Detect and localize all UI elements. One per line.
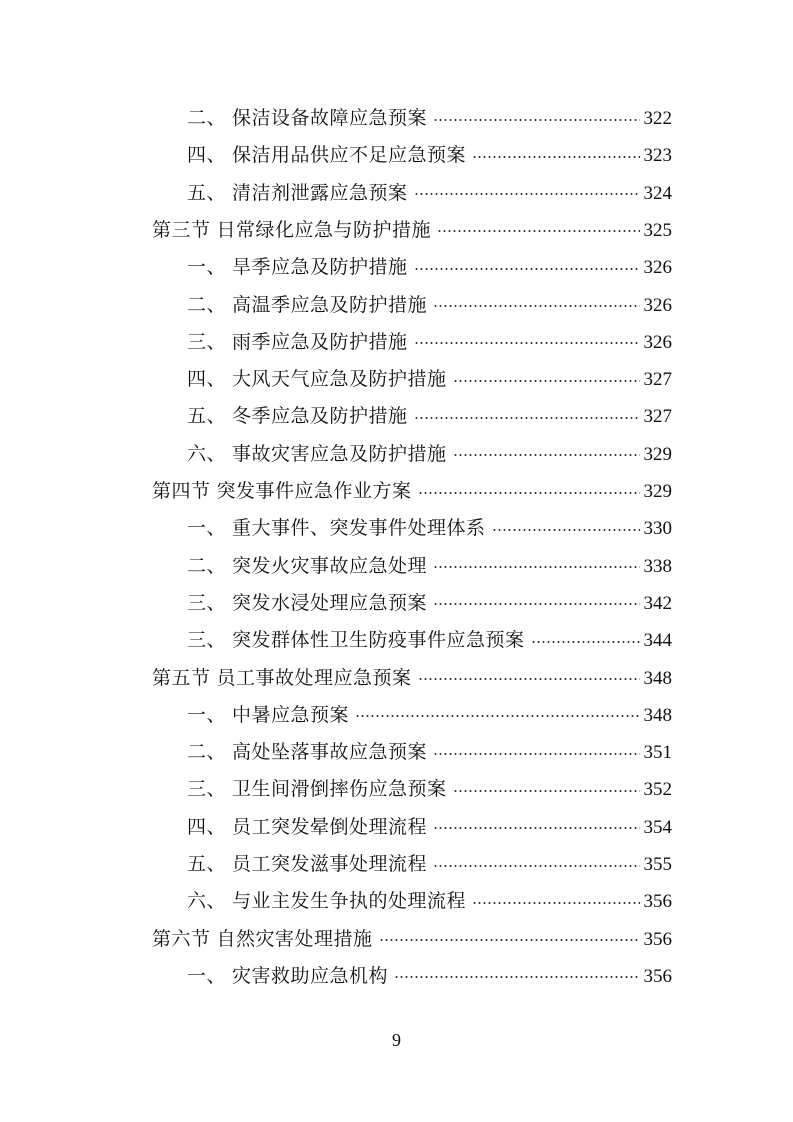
toc-entry-page: 329 <box>643 443 672 465</box>
toc-entry-number: 二、 <box>187 107 227 129</box>
dot-leader <box>433 603 639 605</box>
toc-entry-title <box>187 436 447 473</box>
toc-entry-number: 五、 <box>187 853 227 875</box>
dot-leader <box>394 976 639 978</box>
toc-entry-title <box>187 771 447 808</box>
toc-entry-page: 348 <box>643 704 672 726</box>
toc-entry-text: 事故灾害应急及防护措施 <box>232 442 447 465</box>
toc-entry-page: 354 <box>643 816 672 838</box>
toc-entry-number: 一、 <box>187 703 227 726</box>
toc-entry-page: 322 <box>643 108 672 129</box>
toc-entry-text: 员工突发滋事处理流程 <box>232 853 428 875</box>
toc-entry-page: 351 <box>643 742 672 764</box>
dot-leader <box>414 268 640 270</box>
toc-entry-page: 323 <box>643 145 672 167</box>
toc-entry-text: 员工事故处理应急预案 <box>216 666 412 689</box>
toc-entry-number: 四、 <box>187 144 227 167</box>
toc-entry-page: 330 <box>643 518 672 540</box>
toc-entry-text: 高温季应急及防护措施 <box>232 293 428 316</box>
toc-entry-text: 保洁用品供应不足应急预案 <box>232 144 467 167</box>
toc-entry-number: 三、 <box>187 330 227 353</box>
dot-leader <box>472 902 639 904</box>
toc-item-entry[interactable] <box>187 697 672 734</box>
toc-entry-text: 突发群体性卫生防疫事件应急预案 <box>232 629 525 652</box>
toc-entry-number: 五、 <box>187 405 227 428</box>
toc-entry-title <box>187 734 427 771</box>
toc-entry-number: 三、 <box>187 591 227 614</box>
toc-entry-title <box>187 175 408 212</box>
toc-entry-title <box>187 809 427 846</box>
toc-entry-number: 三、 <box>187 629 227 652</box>
toc-entry-title <box>187 361 447 398</box>
toc-entry-text: 高处坠落事故应急预案 <box>232 741 428 764</box>
toc-entry-text: 卫生间滑倒摔伤应急预案 <box>232 778 447 801</box>
toc-section-entry[interactable] <box>152 212 672 249</box>
toc-entry-title <box>187 958 388 995</box>
toc-entry-number: 六、 <box>187 442 227 465</box>
toc-entry-number: 六、 <box>187 890 227 913</box>
toc-entry-title <box>187 846 427 883</box>
toc-item-entry[interactable] <box>187 548 672 585</box>
toc-entry-page: 326 <box>643 257 672 279</box>
toc-item-entry[interactable] <box>187 175 672 212</box>
toc-entry-number: 一、 <box>187 256 227 279</box>
toc-entry-number: 第五节 <box>152 666 211 689</box>
toc-entry-title <box>187 249 408 286</box>
toc-entry-title <box>187 548 427 585</box>
dot-leader <box>492 529 640 531</box>
toc-entry-title <box>152 212 431 249</box>
dot-leader <box>355 715 639 717</box>
dot-leader <box>433 566 639 568</box>
toc-entry-title <box>187 883 466 920</box>
toc-item-entry[interactable] <box>187 958 672 995</box>
toc-entry-title <box>152 921 373 958</box>
toc-entry-text: 与业主发生争执的处理流程 <box>232 890 467 913</box>
toc-entry-text: 大风天气应急及防护措施 <box>232 368 447 391</box>
toc-entry-text: 突发水浸处理应急预案 <box>232 591 428 614</box>
dot-leader <box>433 827 639 829</box>
toc-item-entry[interactable] <box>187 585 672 622</box>
toc-entry-text: 中暑应急预案 <box>232 703 350 726</box>
toc-entry-title <box>187 510 486 547</box>
toc-entry-page: 326 <box>643 331 672 353</box>
toc-entry-title <box>187 137 466 174</box>
toc-entry-text: 重大事件、突发事件处理体系 <box>232 517 486 540</box>
toc-entry-number: 第六节 <box>152 927 211 950</box>
toc-entry-text: 清洁剂泄露应急预案 <box>232 181 408 204</box>
toc-entry-page: 344 <box>643 630 672 652</box>
toc-entry-text: 冬季应急及防护措施 <box>232 405 408 428</box>
toc-entry-number: 四、 <box>187 815 227 838</box>
dot-leader <box>472 156 639 158</box>
toc-entry-number: 二、 <box>187 741 227 764</box>
toc-entry-page: 348 <box>643 667 672 689</box>
toc-entry-number: 五、 <box>187 181 227 204</box>
toc-entry-title <box>187 697 349 734</box>
toc-item-entry[interactable] <box>187 771 672 808</box>
dot-leader <box>453 380 640 382</box>
toc-entry-text: 自然灾害处理措施 <box>216 927 373 950</box>
toc-entry-text: 雨季应急及防护措施 <box>232 330 408 353</box>
toc-entry-page: 352 <box>643 779 672 801</box>
toc-item-entry[interactable] <box>187 249 672 286</box>
dot-leader <box>414 342 640 344</box>
toc-item-entry[interactable] <box>187 287 672 324</box>
toc-entry-title <box>152 473 412 510</box>
toc-item-entry[interactable] <box>187 883 672 920</box>
toc-section-entry[interactable] <box>152 660 672 697</box>
dot-leader <box>418 678 640 680</box>
dot-leader <box>433 865 639 867</box>
toc-entry-page: 327 <box>643 406 672 428</box>
toc-section-entry[interactable] <box>152 473 672 510</box>
dot-leader <box>433 305 639 307</box>
toc-item-entry[interactable] <box>187 510 672 547</box>
toc-item-entry[interactable] <box>187 100 672 137</box>
toc-entry-text: 突发火灾事故应急处理 <box>232 554 428 577</box>
toc-entry-number: 一、 <box>187 517 227 540</box>
dot-leader <box>453 790 640 792</box>
toc-section-entry[interactable] <box>152 921 672 958</box>
toc-entry-page: 338 <box>643 555 672 577</box>
toc-entry-title <box>187 585 427 622</box>
toc-entry-number: 二、 <box>187 554 227 577</box>
page-number: 9 <box>392 1030 401 1050</box>
toc-entry-text: 保洁设备故障应急预案 <box>232 107 428 129</box>
toc-entry-page: 326 <box>643 294 672 316</box>
toc-entry-page: 356 <box>643 965 672 987</box>
toc-entry-page: 356 <box>643 891 672 913</box>
toc-item-entry[interactable] <box>187 436 672 473</box>
toc-entry-title <box>187 622 525 659</box>
toc-entry-number: 三、 <box>187 778 227 801</box>
toc-entry-title <box>187 287 427 324</box>
toc-entry-number: 第三节 <box>152 218 211 241</box>
dot-leader <box>433 753 639 755</box>
toc-item-entry[interactable] <box>187 324 672 361</box>
toc-item-entry[interactable] <box>187 398 672 435</box>
toc-entry-title <box>187 324 408 361</box>
toc-item-entry[interactable] <box>187 361 672 398</box>
toc-entry-number: 第四节 <box>152 480 211 502</box>
toc-entry-page: 342 <box>643 592 672 614</box>
toc-entry-text: 突发事件应急作业方案 <box>216 480 412 502</box>
dot-leader <box>453 454 640 456</box>
dot-leader <box>379 939 640 941</box>
toc-entry-number: 四、 <box>187 368 227 391</box>
dot-leader <box>418 492 640 494</box>
dot-leader <box>414 193 640 195</box>
dot-leader <box>414 417 640 419</box>
dot-leader <box>437 230 639 232</box>
toc-entry-page: 327 <box>643 369 672 391</box>
toc-entry-page: 325 <box>643 219 672 241</box>
toc-entry-page: 329 <box>643 481 672 502</box>
dot-leader <box>531 641 640 643</box>
toc-entry-number: 二、 <box>187 293 227 316</box>
dot-leader <box>433 119 639 121</box>
toc-item-entry[interactable] <box>187 622 672 659</box>
toc-entry-page: 324 <box>643 182 672 204</box>
toc-item-entry[interactable] <box>187 809 672 846</box>
toc-entry-page: 356 <box>643 928 672 950</box>
toc-entry-text: 旱季应急及防护措施 <box>232 256 408 279</box>
toc-entry-title <box>187 398 408 435</box>
toc-item-entry[interactable] <box>187 846 672 883</box>
toc-item-entry[interactable] <box>187 734 672 771</box>
toc-entry-text: 日常绿化应急与防护措施 <box>216 218 432 241</box>
toc-entry-number: 一、 <box>187 964 227 987</box>
toc-item-entry[interactable] <box>187 137 672 174</box>
toc-entry-text: 员工突发晕倒处理流程 <box>232 815 428 838</box>
toc-entry-page: 355 <box>643 854 672 875</box>
toc-entry-text: 灾害救助应急机构 <box>232 964 389 987</box>
toc-entry-title <box>187 100 427 137</box>
toc-entry-title <box>152 660 412 697</box>
